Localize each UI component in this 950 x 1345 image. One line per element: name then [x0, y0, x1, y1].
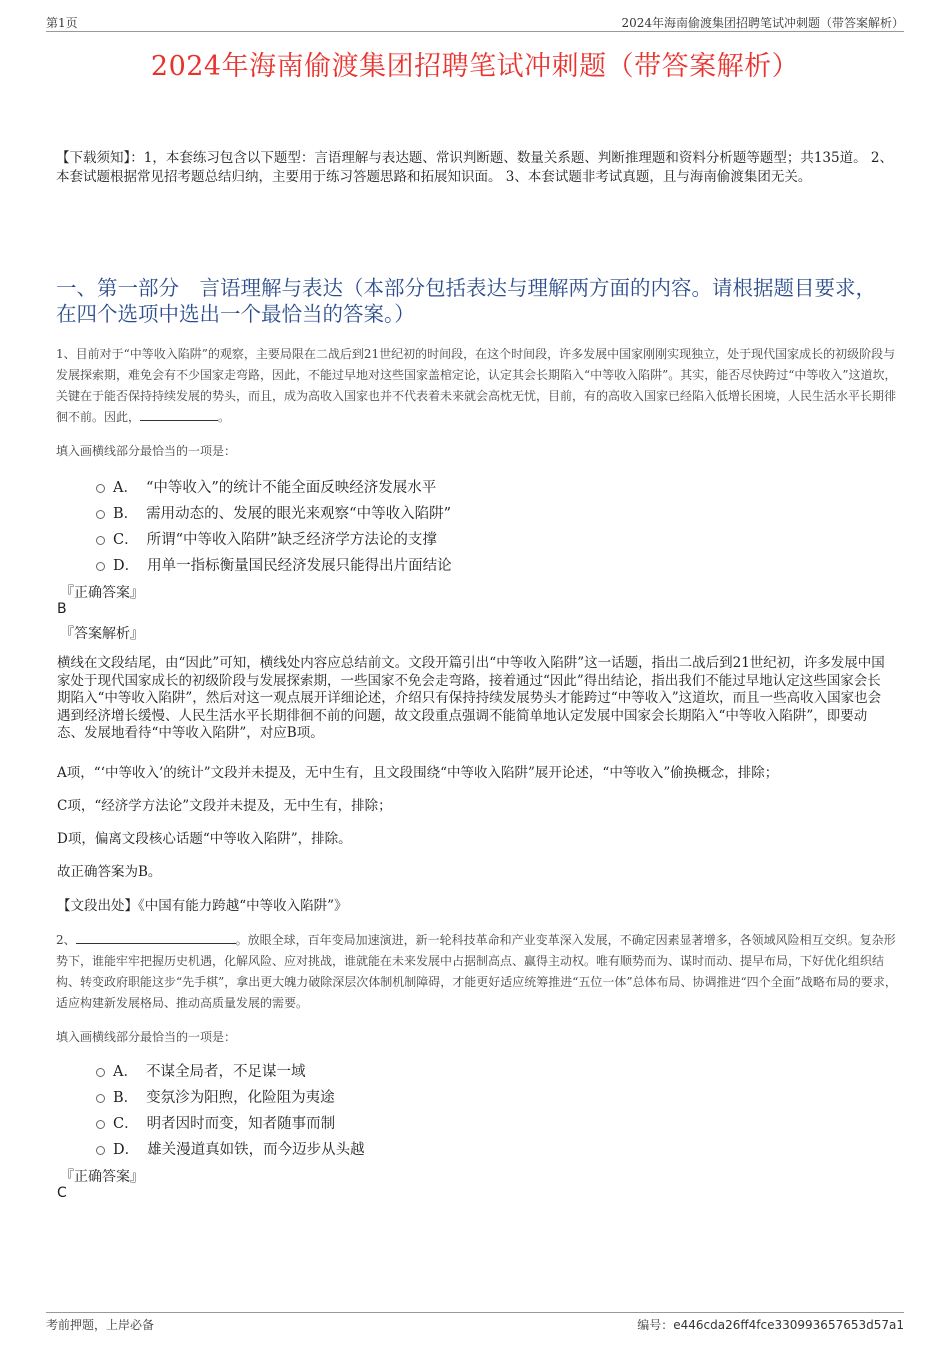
option-key: D． — [113, 1141, 140, 1158]
radio-icon[interactable] — [96, 1120, 105, 1129]
section-title: 一、第一部分 言语理解与表达（本部分包括表达与理解两方面的内容。请根据题目要求，在四个选项中选出一个最恰当的答案。） — [56, 276, 876, 326]
footer-code-value: e446cda26ff4fce330993657653d57a1 — [673, 1318, 904, 1332]
footer-code-label: 编号： — [637, 1318, 674, 1332]
radio-icon[interactable] — [96, 510, 105, 519]
question-2-prompt: 填入画横线部分最恰当的一项是： — [56, 1030, 237, 1044]
option-d[interactable] — [96, 551, 452, 577]
option-text: 雄关漫道真如铁，而今迈步从头越 — [147, 1141, 365, 1158]
option-a[interactable] — [96, 473, 452, 499]
header-divider — [46, 31, 904, 32]
option-key: C． — [113, 531, 139, 548]
question-1-prompt: 填入画横线部分最恰当的一项是： — [56, 444, 237, 458]
analysis-label: 『答案解析』 — [60, 626, 144, 642]
question-2-options — [96, 1057, 365, 1161]
question-2-text — [56, 930, 898, 1014]
option-b[interactable] — [96, 1083, 365, 1109]
download-notice: 【下载须知】：1，本套练习包含以下题型：言语理解与表达题、常识判断题、数量关系题、判断推理题和资料分析题等题型；共135道。 2、本套试题根据常见招考题总结归纳，主要用于练习答题思路和拓展知识面。 3、本套试题非考试真题，且与海南偷渡集团无关。 — [56, 150, 893, 185]
footer-divider — [46, 1312, 904, 1313]
option-key: B． — [113, 505, 139, 522]
question-1-options — [96, 473, 452, 577]
option-key: D． — [113, 557, 140, 574]
answer-blank — [76, 931, 236, 944]
option-key: C． — [113, 1115, 139, 1132]
radio-icon[interactable] — [96, 536, 105, 545]
answer-label: 『正确答案』 — [60, 1169, 144, 1185]
answer-blank — [140, 408, 218, 421]
option-key: A． — [113, 479, 138, 496]
option-c[interactable] — [96, 525, 452, 551]
question-2-body: 。放眼全球，百年变局加速演进，新一轮科技革命和产业变革深入发展，不确定因素显著增多，各领域风险相互交织。复杂形势下，谁能牢牢把握历史机遇，化解风险、应对挑战，谁就能在未来发展中占据制高点、赢得主动权。唯有顺势而为、谋时而动、提早布局，下好优化组织结构、转变政府职能这步“先手棋”，拿出更大魄力破除深层次体制机制障碍，才能更好适应统筹推进“五位一体”总体布局、协调推进“四个全面”战略布局的要求，适应构建新发展格局、推动高质量发展的需要。 — [56, 933, 897, 1010]
analysis-point-a: A项，“‘中等收入’的统计”文段并未提及，无中生有，且文段围绕“中等收入陷阱”展开论述，“中等收入”偷换概念，排除； — [57, 765, 779, 781]
option-c[interactable] — [96, 1109, 365, 1135]
analysis-point-c: C项，“经济学方法论”文段并未提及，无中生有，排除； — [57, 798, 392, 814]
option-b[interactable] — [96, 499, 452, 525]
footer-slogan: 考前押题，上岸必备 — [46, 1318, 155, 1332]
analysis-conclusion: 故正确答案为B。 — [57, 864, 162, 880]
option-text: 不谋全局者，不足谋一域 — [145, 1063, 306, 1080]
text-source: 【文段出处】《中国有能力跨越“中等收入陷阱”》 — [57, 898, 348, 914]
question-1-analysis: 横线在文段结尾，由“因此”可知，横线处内容应总结前文。文段开篇引出“中等收入陷阱”这一话题，指出二战后到21世纪初，许多发展中国家处于现代国家成长的初级阶段与发展探索期，一些国家不免会走弯路，接着通过“因此”得出结论，指出我们不能过早地认定这些国家会长期陷入“中等收入陷阱”，然后对这一观点展开详细论述，介绍只有保持持续发展势头才能跨过“中等收入”这道坎，而且一些高收入国家也会遇到经济增长缓慢、人民生活水平长期徘徊不前的问题，故文段重点强调不能简单地认定发展中国家会长期陷入“中等收入陷阱”，即要动态、发展地看待“中等收入陷阱”，对应B项。 — [57, 655, 885, 741]
option-text: 所谓“中等收入陷阱”缺乏经济学方法论的支撑 — [146, 531, 437, 548]
option-text: 明者因时而变，知者随事而制 — [146, 1115, 336, 1132]
option-key: A． — [113, 1063, 138, 1080]
option-text: 变氛沴为阳煦，化险阻为夷途 — [146, 1089, 335, 1106]
option-text: “中等收入”的统计不能全面反映经济发展水平 — [145, 479, 437, 496]
radio-icon[interactable] — [96, 562, 105, 571]
option-key: B． — [113, 1089, 139, 1106]
option-a[interactable] — [96, 1057, 365, 1083]
footer-code — [637, 1316, 904, 1333]
header-doc-title: 2024年海南偷渡集团招聘笔试冲刺题（带答案解析） — [621, 16, 904, 30]
question-1-text — [56, 344, 898, 428]
question-1-body: 1、目前对于“中等收入陷阱”的观察，主要局限在二战后到21世纪初的时间段，在这个时间段，许多发展中国家刚刚实现独立，处于现代国家成长的初级阶段与发展探索期，难免会有不少国家走弯路，因此，不能过早地对这些国家盖棺定论，认定其会长期陷入“中等收入陷阱”。其实，能否尽快跨过“中等收入”这道坎，关键在于能否保持持续发展的势头，而且，成为高收入国家也并不代表着未来就会高枕无忧，目前，有的高收入国家已经陷入低增长困境，人民生活水平长期徘徊不前。因此， — [56, 347, 897, 424]
radio-icon[interactable] — [96, 1146, 105, 1155]
radio-icon[interactable] — [96, 484, 105, 493]
document-title: 2024年海南偷渡集团招聘笔试冲刺题（带答案解析） — [150, 51, 800, 82]
question-1-answer: B — [57, 601, 67, 617]
option-text: 需用动态的、发展的眼光来观察“中等收入陷阱” — [146, 505, 451, 522]
radio-icon[interactable] — [96, 1068, 105, 1077]
analysis-point-d: D项，偏离文段核心话题“中等收入陷阱”，排除。 — [57, 831, 352, 847]
question-1-end: 。 — [218, 410, 231, 424]
question-2-answer: C — [57, 1185, 67, 1201]
option-d[interactable] — [96, 1135, 365, 1161]
page-number: 第1页 — [46, 16, 78, 30]
question-2-lead: 2、 — [56, 933, 76, 947]
answer-label: 『正确答案』 — [60, 585, 144, 601]
radio-icon[interactable] — [96, 1094, 105, 1103]
option-text: 用单一指标衡量国民经济发展只能得出片面结论 — [147, 557, 452, 574]
